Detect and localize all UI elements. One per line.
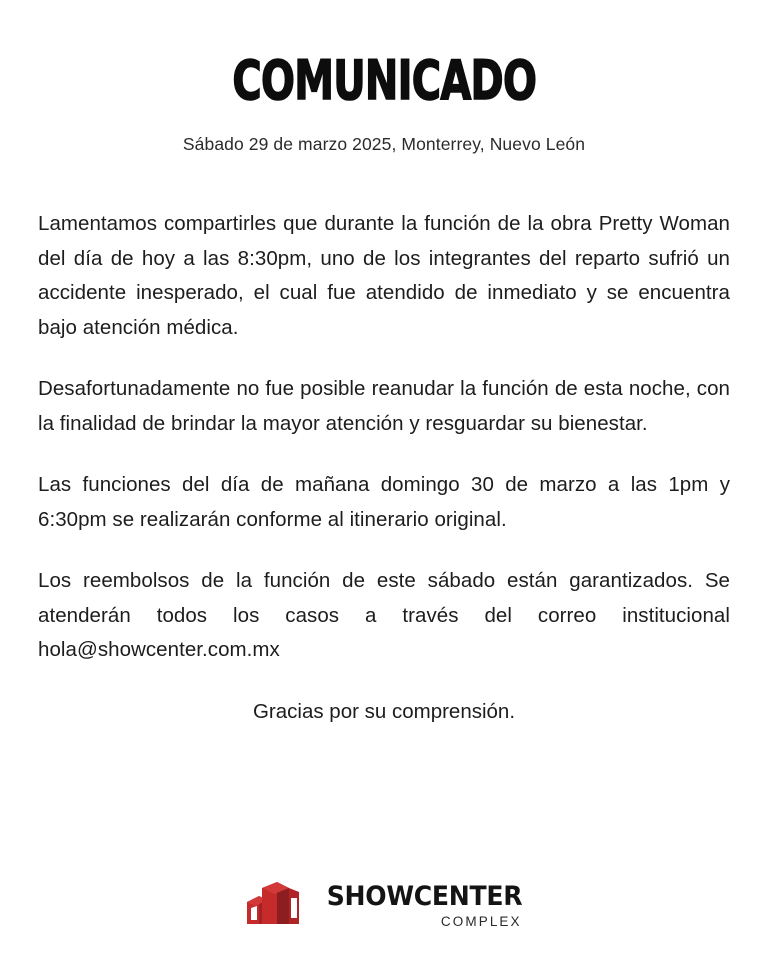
showcenter-building-mark-icon: [245, 880, 301, 932]
paragraph-incident: Lamentamos compartirles que durante la función de la obra Pretty Woman del día de hoy a las 8:30pm, uno de los integrantes del reparto sufrió un accidente inesperado, el cual fue atendido de inmediato y se encuentra bajo atención médica.: [38, 212, 730, 339]
paragraph-refunds: Los reembolsos de la función de este sábado están garantizados. Se atenderán todos los casos a través del correo institucional hola@showcenter.com.mx: [38, 569, 730, 661]
page-title: COMUNICADO: [232, 49, 536, 112]
logo-brand-name: SHOWCENTER: [327, 881, 523, 913]
paragraph-cancellation: Desafortunadamente no fue posible reanudar la función de esta noche, con la finalidad de brindar la mayor atención y resguardar su bienestar.: [38, 377, 730, 435]
closing-line: Gracias por su comprensión.: [252, 699, 516, 723]
logo-brand-subtitle: COMPLEX: [440, 914, 522, 930]
title-section: [0, 0, 768, 112]
showcenter-logo: [0, 880, 768, 932]
subtitle-section: [0, 134, 768, 155]
paragraph-schedule: Las funciones del día de mañana domingo 30 de marzo a las 1pm y 6:30pm se realizarán conforme al itinerario original.: [38, 473, 730, 531]
document-body: [0, 207, 768, 729]
document-datelines: Sábado 29 de marzo 2025, Monterrey, Nuevo León: [182, 134, 586, 154]
logo-wordmark: [312, 883, 522, 929]
